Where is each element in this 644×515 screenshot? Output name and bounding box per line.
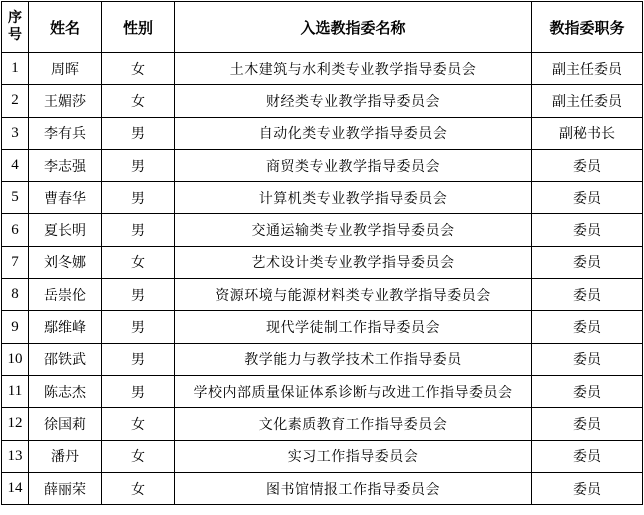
cell-name: 邵铁武 <box>29 343 102 375</box>
table-row <box>2 246 643 278</box>
header-position: 教指委职务 <box>532 2 643 53</box>
cell-committee: 教学能力与教学技术工作指导委员 <box>175 343 532 375</box>
cell-committee: 艺术设计类专业教学指导委员会 <box>175 246 532 278</box>
cell-name: 薛丽荣 <box>29 472 102 504</box>
header-row <box>2 2 643 53</box>
cell-name: 王媚莎 <box>29 85 102 117</box>
cell-committee: 商贸类专业教学指导委员会 <box>175 149 532 181</box>
cell-index: 14 <box>2 472 29 504</box>
cell-position: 副主任委员 <box>532 53 643 85</box>
cell-gender: 男 <box>102 343 175 375</box>
header-committee: 入选教指委名称 <box>175 2 532 53</box>
cell-committee: 学校内部质量保证体系诊断与改进工作指导委员会 <box>175 375 532 407</box>
cell-gender: 女 <box>102 53 175 85</box>
table-row <box>2 472 643 504</box>
cell-name: 夏长明 <box>29 214 102 246</box>
table-row <box>2 375 643 407</box>
cell-index: 12 <box>2 408 29 440</box>
cell-index: 2 <box>2 85 29 117</box>
cell-committee: 自动化类专业教学指导委员会 <box>175 117 532 149</box>
cell-index: 13 <box>2 440 29 472</box>
cell-committee: 土木建筑与水利类专业教学指导委员会 <box>175 53 532 85</box>
table-row <box>2 182 643 214</box>
cell-name: 刘冬娜 <box>29 246 102 278</box>
committee-roster-table <box>1 1 643 505</box>
table-row <box>2 311 643 343</box>
cell-committee: 资源环境与能源材料类专业教学指导委员会 <box>175 279 532 311</box>
cell-position: 委员 <box>532 472 643 504</box>
cell-position: 委员 <box>532 149 643 181</box>
table-row <box>2 279 643 311</box>
cell-gender: 男 <box>102 311 175 343</box>
cell-gender: 女 <box>102 246 175 278</box>
cell-name: 李志强 <box>29 149 102 181</box>
table-row <box>2 149 643 181</box>
cell-position: 委员 <box>532 343 643 375</box>
cell-name: 曹春华 <box>29 182 102 214</box>
table-row <box>2 117 643 149</box>
cell-gender: 男 <box>102 149 175 181</box>
cell-committee: 现代学徒制工作指导委员会 <box>175 311 532 343</box>
cell-position: 委员 <box>532 311 643 343</box>
cell-position: 副主任委员 <box>532 85 643 117</box>
cell-name: 李有兵 <box>29 117 102 149</box>
cell-gender: 男 <box>102 214 175 246</box>
cell-gender: 男 <box>102 182 175 214</box>
cell-gender: 女 <box>102 440 175 472</box>
header-gender: 性别 <box>102 2 175 53</box>
cell-committee: 实习工作指导委员会 <box>175 440 532 472</box>
cell-index: 9 <box>2 311 29 343</box>
cell-position: 委员 <box>532 375 643 407</box>
cell-position: 委员 <box>532 279 643 311</box>
cell-index: 1 <box>2 53 29 85</box>
cell-name: 周晖 <box>29 53 102 85</box>
cell-gender: 男 <box>102 375 175 407</box>
cell-position: 委员 <box>532 214 643 246</box>
cell-gender: 男 <box>102 117 175 149</box>
cell-name: 潘丹 <box>29 440 102 472</box>
table-row <box>2 53 643 85</box>
cell-name: 鄢维峰 <box>29 311 102 343</box>
cell-committee: 图书馆情报工作指导委员会 <box>175 472 532 504</box>
cell-position: 委员 <box>532 246 643 278</box>
cell-committee: 计算机类专业教学指导委员会 <box>175 182 532 214</box>
cell-gender: 女 <box>102 472 175 504</box>
cell-index: 3 <box>2 117 29 149</box>
cell-index: 5 <box>2 182 29 214</box>
cell-position: 委员 <box>532 440 643 472</box>
cell-gender: 女 <box>102 85 175 117</box>
cell-committee: 交通运输类专业教学指导委员会 <box>175 214 532 246</box>
cell-gender: 女 <box>102 408 175 440</box>
table-row <box>2 214 643 246</box>
cell-index: 8 <box>2 279 29 311</box>
table-row <box>2 343 643 375</box>
cell-name: 徐国莉 <box>29 408 102 440</box>
cell-position: 副秘书长 <box>532 117 643 149</box>
cell-name: 岳崇伦 <box>29 279 102 311</box>
cell-index: 10 <box>2 343 29 375</box>
cell-position: 委员 <box>532 182 643 214</box>
cell-index: 4 <box>2 149 29 181</box>
cell-index: 6 <box>2 214 29 246</box>
cell-index: 11 <box>2 375 29 407</box>
cell-position: 委员 <box>532 408 643 440</box>
roster-body <box>2 53 643 505</box>
cell-committee: 财经类专业教学指导委员会 <box>175 85 532 117</box>
header-name: 姓名 <box>29 2 102 53</box>
cell-gender: 男 <box>102 279 175 311</box>
table-row <box>2 85 643 117</box>
table-row <box>2 408 643 440</box>
table-row <box>2 440 643 472</box>
cell-index: 7 <box>2 246 29 278</box>
header-index: 序号 <box>2 2 29 53</box>
cell-name: 陈志杰 <box>29 375 102 407</box>
cell-committee: 文化素质教育工作指导委员会 <box>175 408 532 440</box>
